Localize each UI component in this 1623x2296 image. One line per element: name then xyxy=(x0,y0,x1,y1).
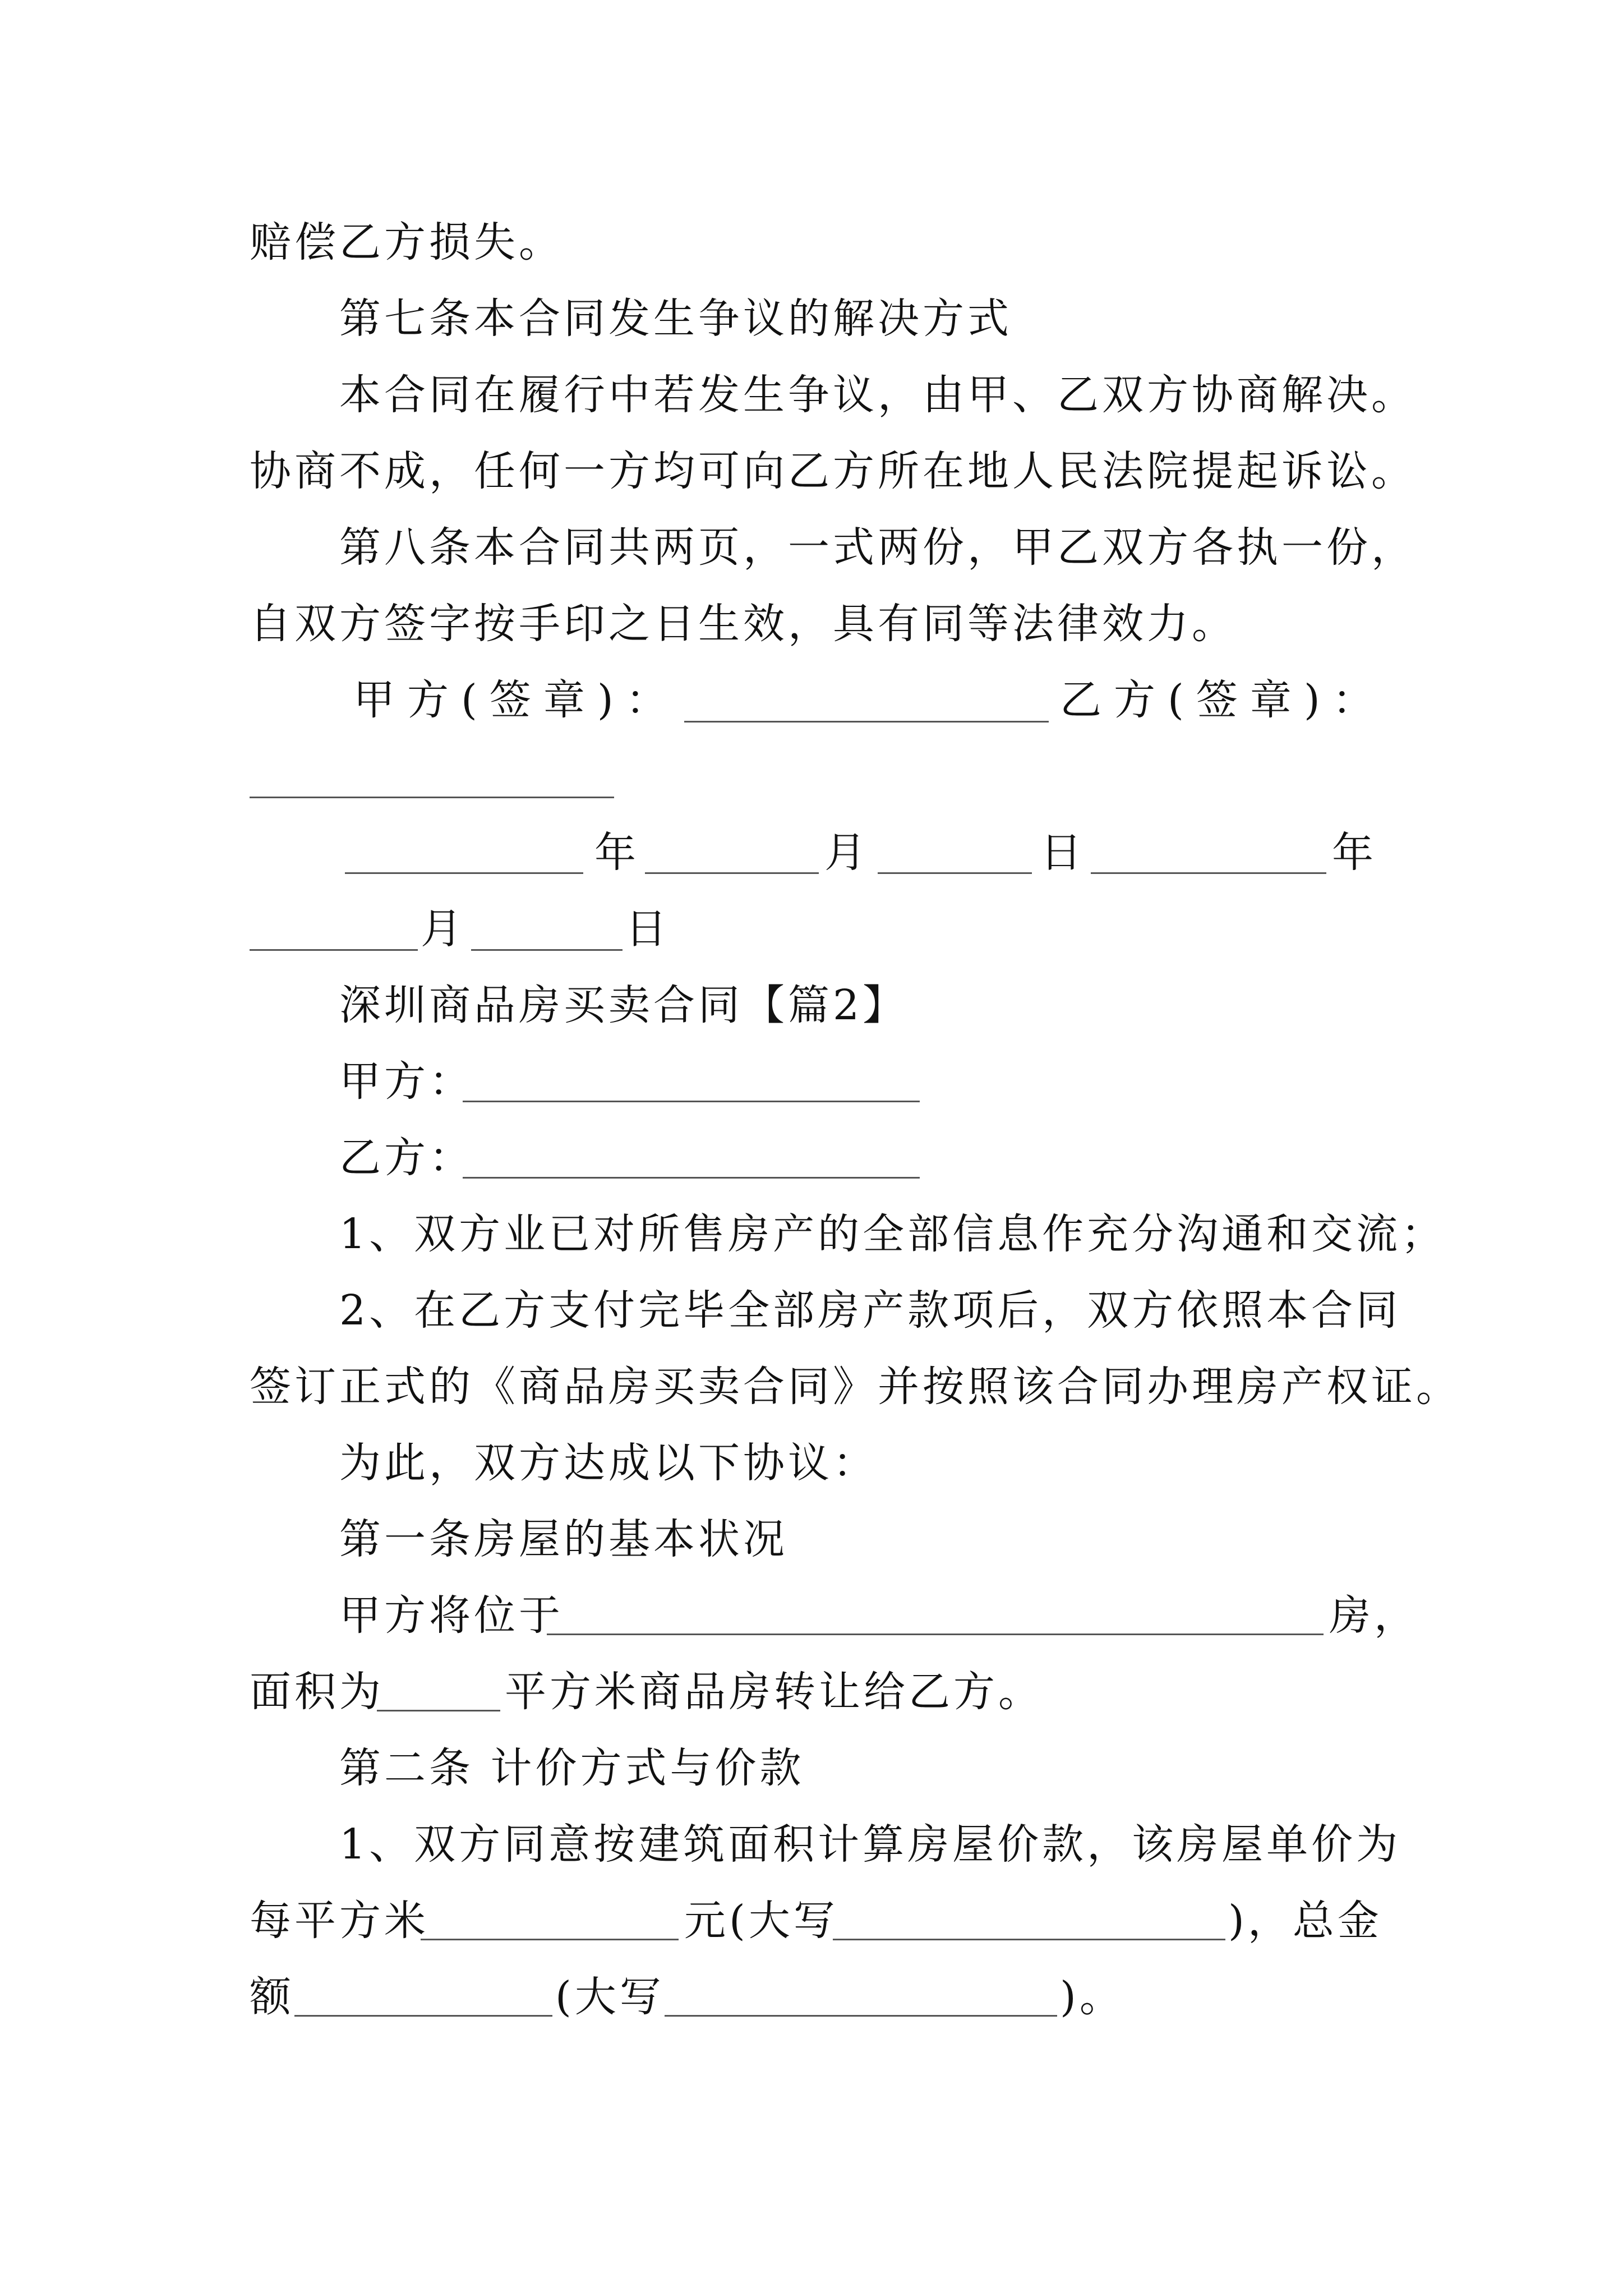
unit-price-capital-label: 元(大写 xyxy=(684,1897,838,1945)
date-b-day-blank xyxy=(471,949,623,951)
paragraph-line: 协商不成，任何一方均可向乙方所在地人民法院提起诉讼。 xyxy=(250,447,1416,495)
paragraph-line: 1、双方同意按建筑面积计算房屋价款，该房屋单价为 xyxy=(339,1820,1401,1869)
paragraph-line: 签订正式的《商品房买卖合同》并按照该合同办理房产权证。 xyxy=(250,1363,1461,1411)
date-a-day-label: 日 xyxy=(1040,829,1085,877)
date-a-month-blank xyxy=(645,872,819,874)
signature-a-label: 甲方(签章)： xyxy=(353,676,680,724)
total-capital-label: (大写 xyxy=(555,1973,665,2021)
total-blank xyxy=(294,2015,552,2017)
date-a-month-label: 月 xyxy=(824,829,869,877)
paragraph-line: 为此，双方达成以下协议： xyxy=(339,1439,878,1487)
paragraph-line: 自双方签字按手印之日生效，具有同等法律效力。 xyxy=(250,600,1237,648)
article-8-line: 第八条本合同共两页，一式两份，甲乙双方各执一份， xyxy=(339,523,1416,572)
contract-2-title: 深圳商品房买卖合同【篇2】 xyxy=(339,981,908,1029)
signature-b-blank xyxy=(250,797,614,798)
unit-price-blank xyxy=(421,1939,679,1940)
date-a-year-blank xyxy=(345,872,583,874)
unit-price-capital-blank xyxy=(833,1939,1225,1940)
list-item: 1、双方业已对所售房产的全部信息作充分沟通和交流； xyxy=(339,1210,1446,1258)
house-suffix: 房， xyxy=(1329,1591,1419,1640)
article-7-heading: 第七条本合同发生争议的解决方式 xyxy=(339,295,1012,343)
article-2-heading: 第二条 计价方式与价款 xyxy=(339,1744,805,1792)
date-b-day-label: 日 xyxy=(625,905,670,953)
house-location-label: 甲方将位于 xyxy=(339,1591,564,1640)
date-b-month-label: 月 xyxy=(421,905,465,953)
total-capital-blank xyxy=(665,2015,1057,2017)
total-suffix: )。 xyxy=(1060,1973,1124,2021)
total-label-cont: 额 xyxy=(250,1973,294,2021)
party-a-blank xyxy=(463,1101,920,1102)
date-b-year-blank xyxy=(1091,872,1326,874)
house-location-blank xyxy=(547,1634,1324,1635)
signature-a-blank xyxy=(684,721,1049,723)
party-a-label: 甲方： xyxy=(339,1057,474,1106)
date-a-day-blank xyxy=(878,872,1032,874)
date-b-month-blank xyxy=(250,949,418,951)
article-1-heading: 第一条房屋的基本状况 xyxy=(339,1515,788,1563)
paragraph-line: 本合同在履行中若发生争议，由甲、乙双方协商解决。 xyxy=(339,371,1416,419)
total-label: )，总金 xyxy=(1228,1897,1382,1945)
party-b-blank xyxy=(463,1177,920,1179)
area-label: 面积为 xyxy=(250,1668,384,1716)
date-b-year-label: 年 xyxy=(1332,829,1377,877)
signature-b-label: 乙方(签章)： xyxy=(1060,676,1386,724)
area-suffix: 平方米商品房转让给乙方。 xyxy=(505,1668,1043,1716)
party-b-label: 乙方： xyxy=(339,1134,474,1182)
unit-price-label: 每平方米 xyxy=(250,1897,429,1945)
date-a-year-label: 年 xyxy=(594,829,639,877)
paragraph-line: 赔偿乙方损失。 xyxy=(250,218,564,266)
area-blank xyxy=(377,1710,500,1711)
list-item: 2、在乙方支付完毕全部房产款项后，双方依照本合同 xyxy=(339,1286,1401,1335)
